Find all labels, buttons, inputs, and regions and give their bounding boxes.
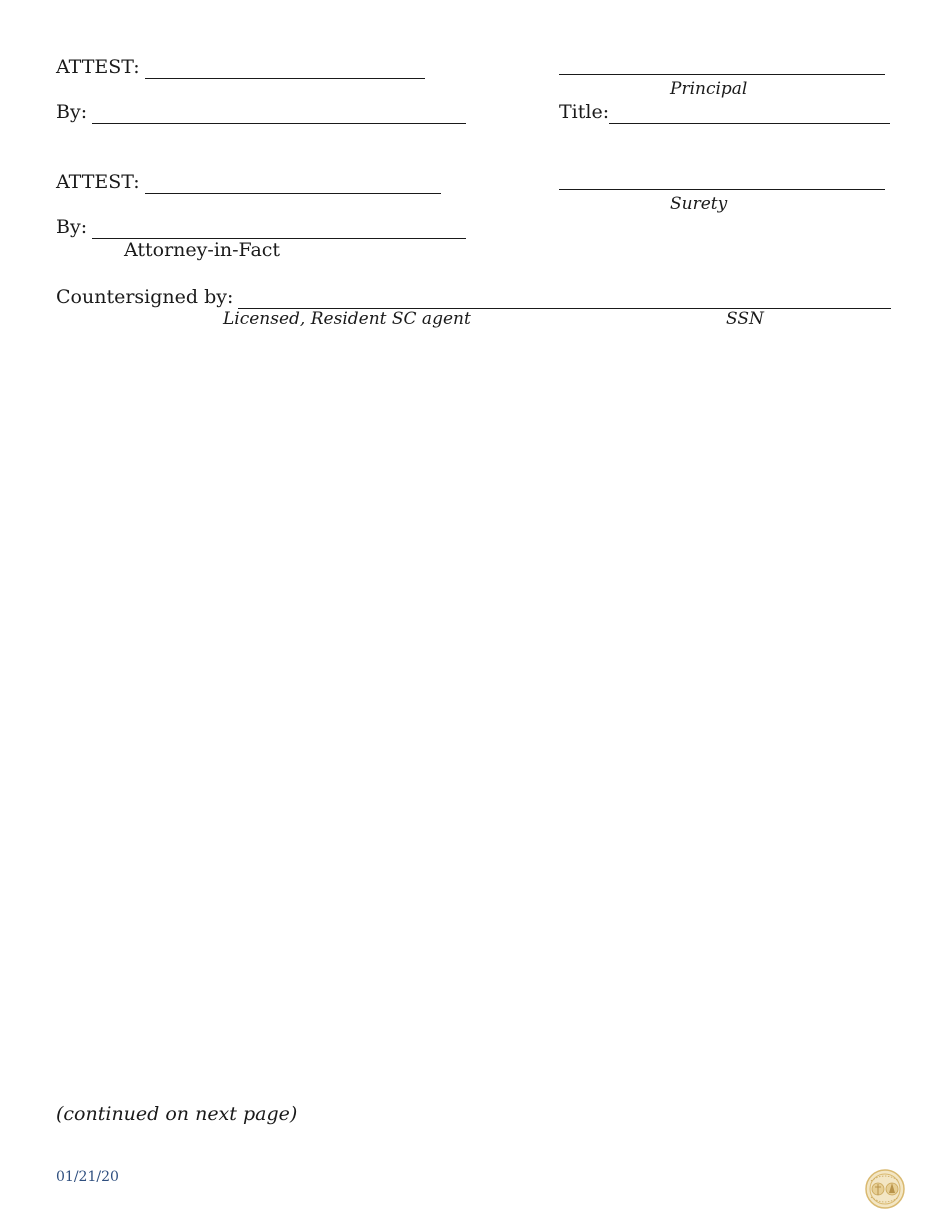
surety-attest-signature-line[interactable] <box>145 174 441 194</box>
principal-by-row <box>56 100 466 124</box>
title-line[interactable] <box>609 104 890 124</box>
ssn-caption: SSN <box>726 309 764 329</box>
title-row <box>559 100 890 124</box>
revision-date: 01/21/20 <box>56 1169 119 1185</box>
surety-signature-line[interactable] <box>559 170 885 190</box>
principal-attest-label: ATTEST: <box>56 56 140 78</box>
state-seal-icon <box>865 1169 905 1209</box>
agent-caption: Licensed, Resident SC agent <box>223 309 471 329</box>
surety-caption: Surety <box>670 194 728 214</box>
principal-by-label: By: <box>56 101 88 123</box>
countersigned-signature-line[interactable] <box>238 289 891 309</box>
countersigned-row <box>56 285 891 309</box>
attorney-in-fact-caption: Attorney-in-Fact <box>124 239 281 261</box>
surety-by-signature-line[interactable] <box>92 219 466 239</box>
principal-attest-row <box>56 55 425 79</box>
continued-note: (continued on next page) <box>56 1103 298 1125</box>
surety-by-row <box>56 215 466 239</box>
title-label: Title: <box>559 101 610 123</box>
principal-by-signature-line[interactable] <box>92 104 466 124</box>
principal-signature-row <box>559 55 885 75</box>
principal-signature-line[interactable] <box>559 55 885 75</box>
surety-signature-row <box>559 170 885 190</box>
surety-attest-label: ATTEST: <box>56 171 140 193</box>
principal-attest-signature-line[interactable] <box>145 59 425 79</box>
surety-by-label: By: <box>56 216 88 238</box>
principal-caption: Principal <box>670 79 748 99</box>
countersigned-label: Countersigned by: <box>56 286 234 308</box>
surety-attest-row <box>56 170 441 194</box>
